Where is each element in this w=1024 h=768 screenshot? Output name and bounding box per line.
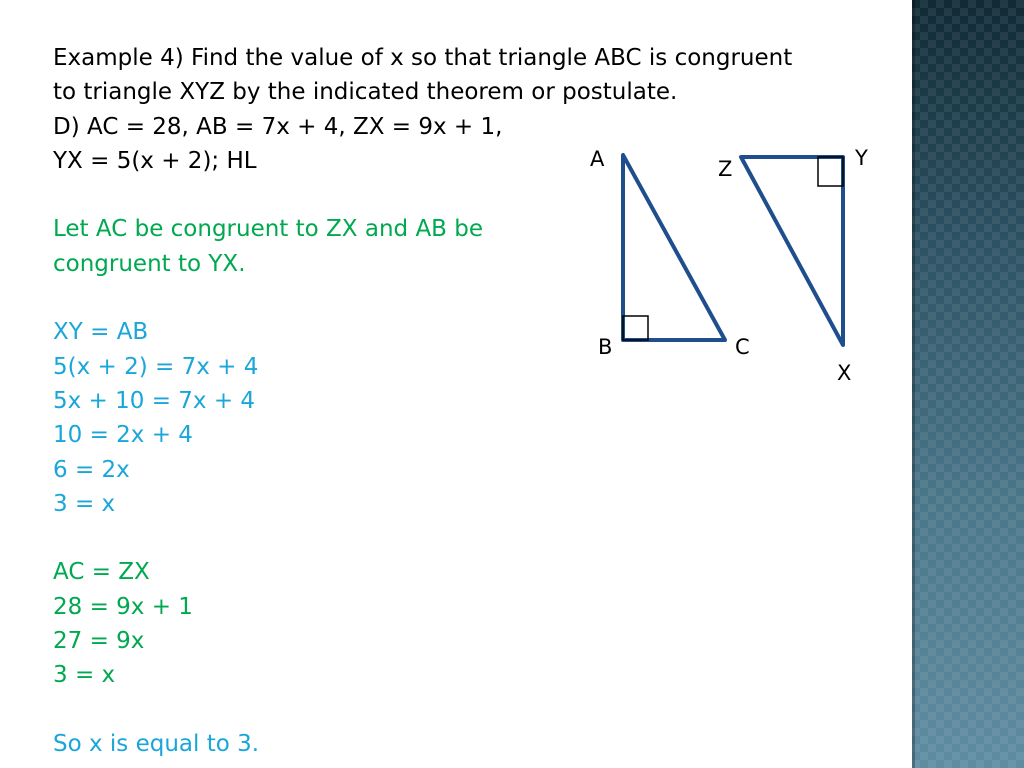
spacer [53, 281, 913, 315]
work-ab-line-3: 5x + 10 = 7x + 4 [53, 387, 256, 414]
intro-line-1: Let AC be congruent to ZX and AB be [53, 216, 484, 243]
vertex-label-b: B [598, 335, 613, 359]
spacer [53, 178, 913, 212]
work-ac-line-4: 3 = x [53, 662, 116, 689]
work-ab-line-5: 6 = 2x [53, 456, 130, 483]
work-ac-line-3: 27 = 9x [53, 628, 145, 655]
slide-content [53, 41, 913, 761]
problem-line-4: YX = 5(x + 2); HL [53, 147, 257, 174]
work-ab-line-2: 5(x + 2) = 7x + 4 [53, 353, 259, 380]
problem-line-3: D) AC = 28, AB = 7x + 4, ZX = 9x + 1, [53, 113, 503, 140]
problem-line-2: to triangle XYZ by the indicated theorem or postulate. [53, 79, 678, 106]
conclusion-line: So x is equal to 3. [53, 730, 260, 757]
vertex-label-a: A [590, 147, 605, 171]
work-ac-line-1: AC = ZX [53, 559, 150, 586]
intro-line-2: congruent to YX. [53, 250, 246, 277]
work-ab-line-6: 3 = x [53, 490, 116, 517]
spacer [53, 693, 913, 727]
work-ab-line-4: 10 = 2x + 4 [53, 422, 193, 449]
vertex-label-z: Z [718, 157, 733, 181]
problem-line-1: Example 4) Find the value of x so that triangle ABC is congruent [53, 45, 793, 71]
vertex-label-y: Y [855, 146, 868, 170]
vertex-label-c: C [735, 335, 750, 359]
decorative-side-panel [912, 0, 1024, 768]
vertex-label-x: X [837, 361, 852, 385]
side-panel-edge [912, 0, 915, 768]
work-ac-line-2: 28 = 9x + 1 [53, 593, 193, 620]
work-ab-line-1: XY = AB [53, 319, 149, 346]
spacer [53, 521, 913, 555]
